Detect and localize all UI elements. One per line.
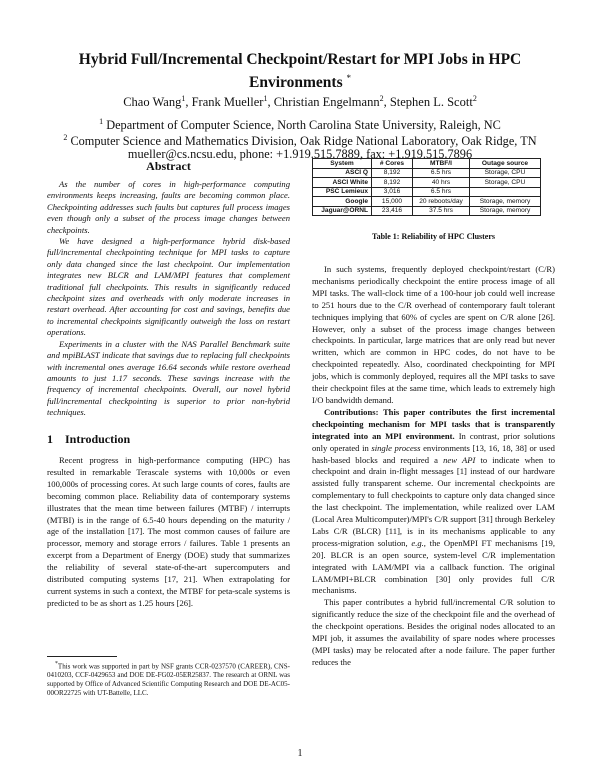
table-caption: Table 1: Reliability of HPC Clusters [371,232,496,241]
left-column [47,159,290,419]
table-cell: 8,192 [372,168,413,178]
text-run: to indicate when to checkpoint and drain in-flight messages [1] instead of our hardware assisted fully transparent scheme. Our incremental checkpoints are complementary to full checkpoints to capture only data changed since the last checkpoint. The implementation, while realized over LAM (Local Area Multicomputer)/MPI's C/R support [31] through Berkeley Labs C/R (BLCR) [11], is in its mechanisms applicable to any process-migration solution, [312,454,556,548]
table-row [313,197,541,207]
section-number: 1 [47,432,53,446]
body-paragraph: Recent progress in high-performance computing (HPC) has resulted in remarkable Terascale systems with 10,000s or even 100,000s of processing cores. At such large counts of cores, faults are becoming common place. Reliability data of contemporary systems illustrates that the mean time between failures (MTBF) / interrupts (MTBI) is in the range of 6.5-40 hours depending on the maturity / age of the installation [17]. The most common causes of failure are processor, memory and storage errors / failures. Table 1 presents an excerpt from a Department of Energy (DOE) study that summarizes the reliability of several state-of-the-art supercomputers and distributed computing systems [17, 21]. When extrapolating for current systems in such a context, the MTBF for peta-scale systems is predicted to be as short as 1.25 hours [26]. [47,455,290,608]
affil-mark: 1 [99,117,104,126]
author-affil-mark: 2 [472,94,477,103]
affil-text: Computer Science and Mathematics Division, Oak Ridge National Laboratory, Oak Ridge, TN [70,134,537,149]
table-cell: 23,416 [372,206,413,216]
author-affil-mark: 2 [379,94,384,103]
emphasis: e.g. [411,537,424,548]
affil-mark: 2 [63,133,68,142]
table-header-cell: MTBF/I [413,159,470,169]
table-cell [470,187,541,197]
author-list: Chao Wang$^1$, Frank Mueller$^1$, Christian Engelmann$^2$, Stephen L. Scott$^2$ [123,94,477,110]
title-line-1: Hybrid Full/Incremental Checkpoint/Restart for MPI Jobs in HPC [78,51,522,68]
abstract-heading: Abstract [146,159,191,173]
abstract-paragraph: We have designed a high-performance hybrid disk-based full/incremental checkpointing technique for MPI tasks to capture only data changed since the last checkpoint. Our implementation integrates new BLCR and LAM/MPI features that complement traditional full checkpoints. This results in significantly reduced checkpoint sizes and overheads with only moderate increases in restart overhead. After accounting for cost and savings, benefits due to incremental checkpoints significantly outweigh the loss on restart operations. [47,236,290,338]
table-cell: 40 hrs [413,178,470,188]
author-affil-mark: 1 [181,94,186,103]
contributions-lead: Contributions: [324,406,379,417]
body-paragraph: This paper contributes a hybrid full/incremental C/R solution to significantly reduce the size of the checkpoint file and the overhead of the checkpoint operations. Besides the original nodes allocated to an MPI job, it assumes the availability of spare nodes where processes (MPI tasks) may be relocated after a node failure. The paper further reduces the [312,597,555,667]
title-footnote-mark: * [346,73,351,83]
section-1 [47,432,290,610]
contact-line: mueller@cs.ncsu.edu, phone: +1.919.515.7889, fax: +1.919.515.7896 [127,147,473,161]
table-cell: ASCI Q [313,168,372,178]
author-affil-mark: 1 [263,94,268,103]
footnote-mark: * [55,661,58,667]
table-cell: Storage, CPU [470,168,541,178]
table-cell: 20 reboots/day [413,197,470,207]
table-cell: Storage, CPU [470,178,541,188]
abstract-paragraph: As the number of cores in high-performance computing environments keeps increasing, faults are becoming common place. Checkpointing addresses such faults but captures full process images even though only a subset of the process image changes between checkpoints. [47,179,290,235]
section-heading [47,432,290,447]
right-column-text [312,264,555,669]
section-body [47,455,290,610]
table-cell: Storage, memory [470,206,541,216]
paper-title [40,50,560,92]
table-cell: PSC Lemieux [313,187,372,197]
table-cell: 6.5 hrs [413,187,470,197]
affil-text: Department of Computer Science, North Carolina State University, Raleigh, NC [106,118,501,133]
table-header-row [313,159,541,169]
text-run: , the OpenMPI FT mechanisms [19, 20]. BLCR is an open source, system-level C/R implementation integrated with LAM/MPI via a callback function. The original LAM/MPI+BLCR combination [30] only provides full C/R mechanisms. [312,537,555,596]
author: Frank Mueller [191,95,264,110]
table-header-cell: Outage source [470,159,541,169]
text-run: In contrast, prior solutions only operated in [312,430,555,453]
footnote-text: This work was supported in part by NSF grants CCR-0237570 (CAREER), CNS-0410203, CCF-0429653 and DOE DE-FG02-05ER25837. The research at ORNL was supported by Office of Advanced Scientific Computing Research and DOE DE-AC05-00OR22725 with UT-Battelle, LLC. [47,662,290,698]
table-cell: 15,000 [372,197,413,207]
text-run: environments [13, 16, 18, 38] or used hash-based blocks and required a [312,442,555,465]
body-paragraph: In such systems, frequently deployed checkpoint/restart (C/R) mechanisms periodically checkpoint the entire process image of all MPI tasks. The wall-clock time of a 100-hour job could well increase to 251 hours due to the C/R overhead of contemporary fault tolerant techniques implying that 60% of cycles are spent on C/R alone [26]. However, only a subset of the process image changes between checkpoints. In particular, large matrices that are only read but never written, which are common in HPC codes, do not have to be checkpointed repeatedly. Also, coordinated checkpointing for MPI jobs, which is commonly deployed, requires all the MPI tasks to save their checkpoint files at the same time, which leads to extremely high I/O bandwidth demand. [312,264,555,405]
emphasis: single process [371,442,421,453]
table-cell: Jaguar@ORNL [313,206,372,216]
section-title: Introduction [65,432,131,446]
table-header-cell: # Cores [372,159,413,169]
table-cell: 3,016 [372,187,413,197]
title-line-2: Environments [249,74,343,92]
footnote [47,660,290,698]
author: Christian Engelmann [273,95,380,110]
author: Chao Wang [123,95,182,110]
table-row [313,178,541,188]
author: Stephen L. Scott [389,95,473,110]
table-cell: 6.5 hrs [413,168,470,178]
abstract-body [47,179,290,419]
footnote-area [47,656,290,698]
table-header-cell: System [313,159,372,169]
table-cell: Storage, memory [470,197,541,207]
table-row [313,187,541,197]
reliability-table [312,158,541,216]
table-row [313,168,541,178]
page-number: 1 [297,748,303,759]
contributions-statement: This paper contributes the first incremental checkpointing mechanism for MPI tasks that is transparently integrated into an MPI environment. [312,406,555,441]
contributions-paragraph [312,407,555,598]
footnote-rule [47,656,117,657]
reliability-table-block [312,158,555,241]
emphasis: new API [443,454,476,465]
table-row [313,206,541,216]
section-body [312,264,555,669]
table-cell: ASCI White [313,178,372,188]
table-cell: Google [313,197,372,207]
table-cell: 37.5 hrs [413,206,470,216]
abstract-paragraph: Experiments in a cluster with the NAS Parallel Benchmark suite and mpiBLAST indicate that savings due to replacing full checkpoints with incremental ones average 16.64 seconds while restore overhead amounts to just 1.17 seconds. These savings increase with the frequency of incremental checkpoints. Overall, our novel hybrid full/incremental checkpointing is superior to prior non-hybrid techniques. [47,338,290,418]
table-cell: 8,192 [372,178,413,188]
